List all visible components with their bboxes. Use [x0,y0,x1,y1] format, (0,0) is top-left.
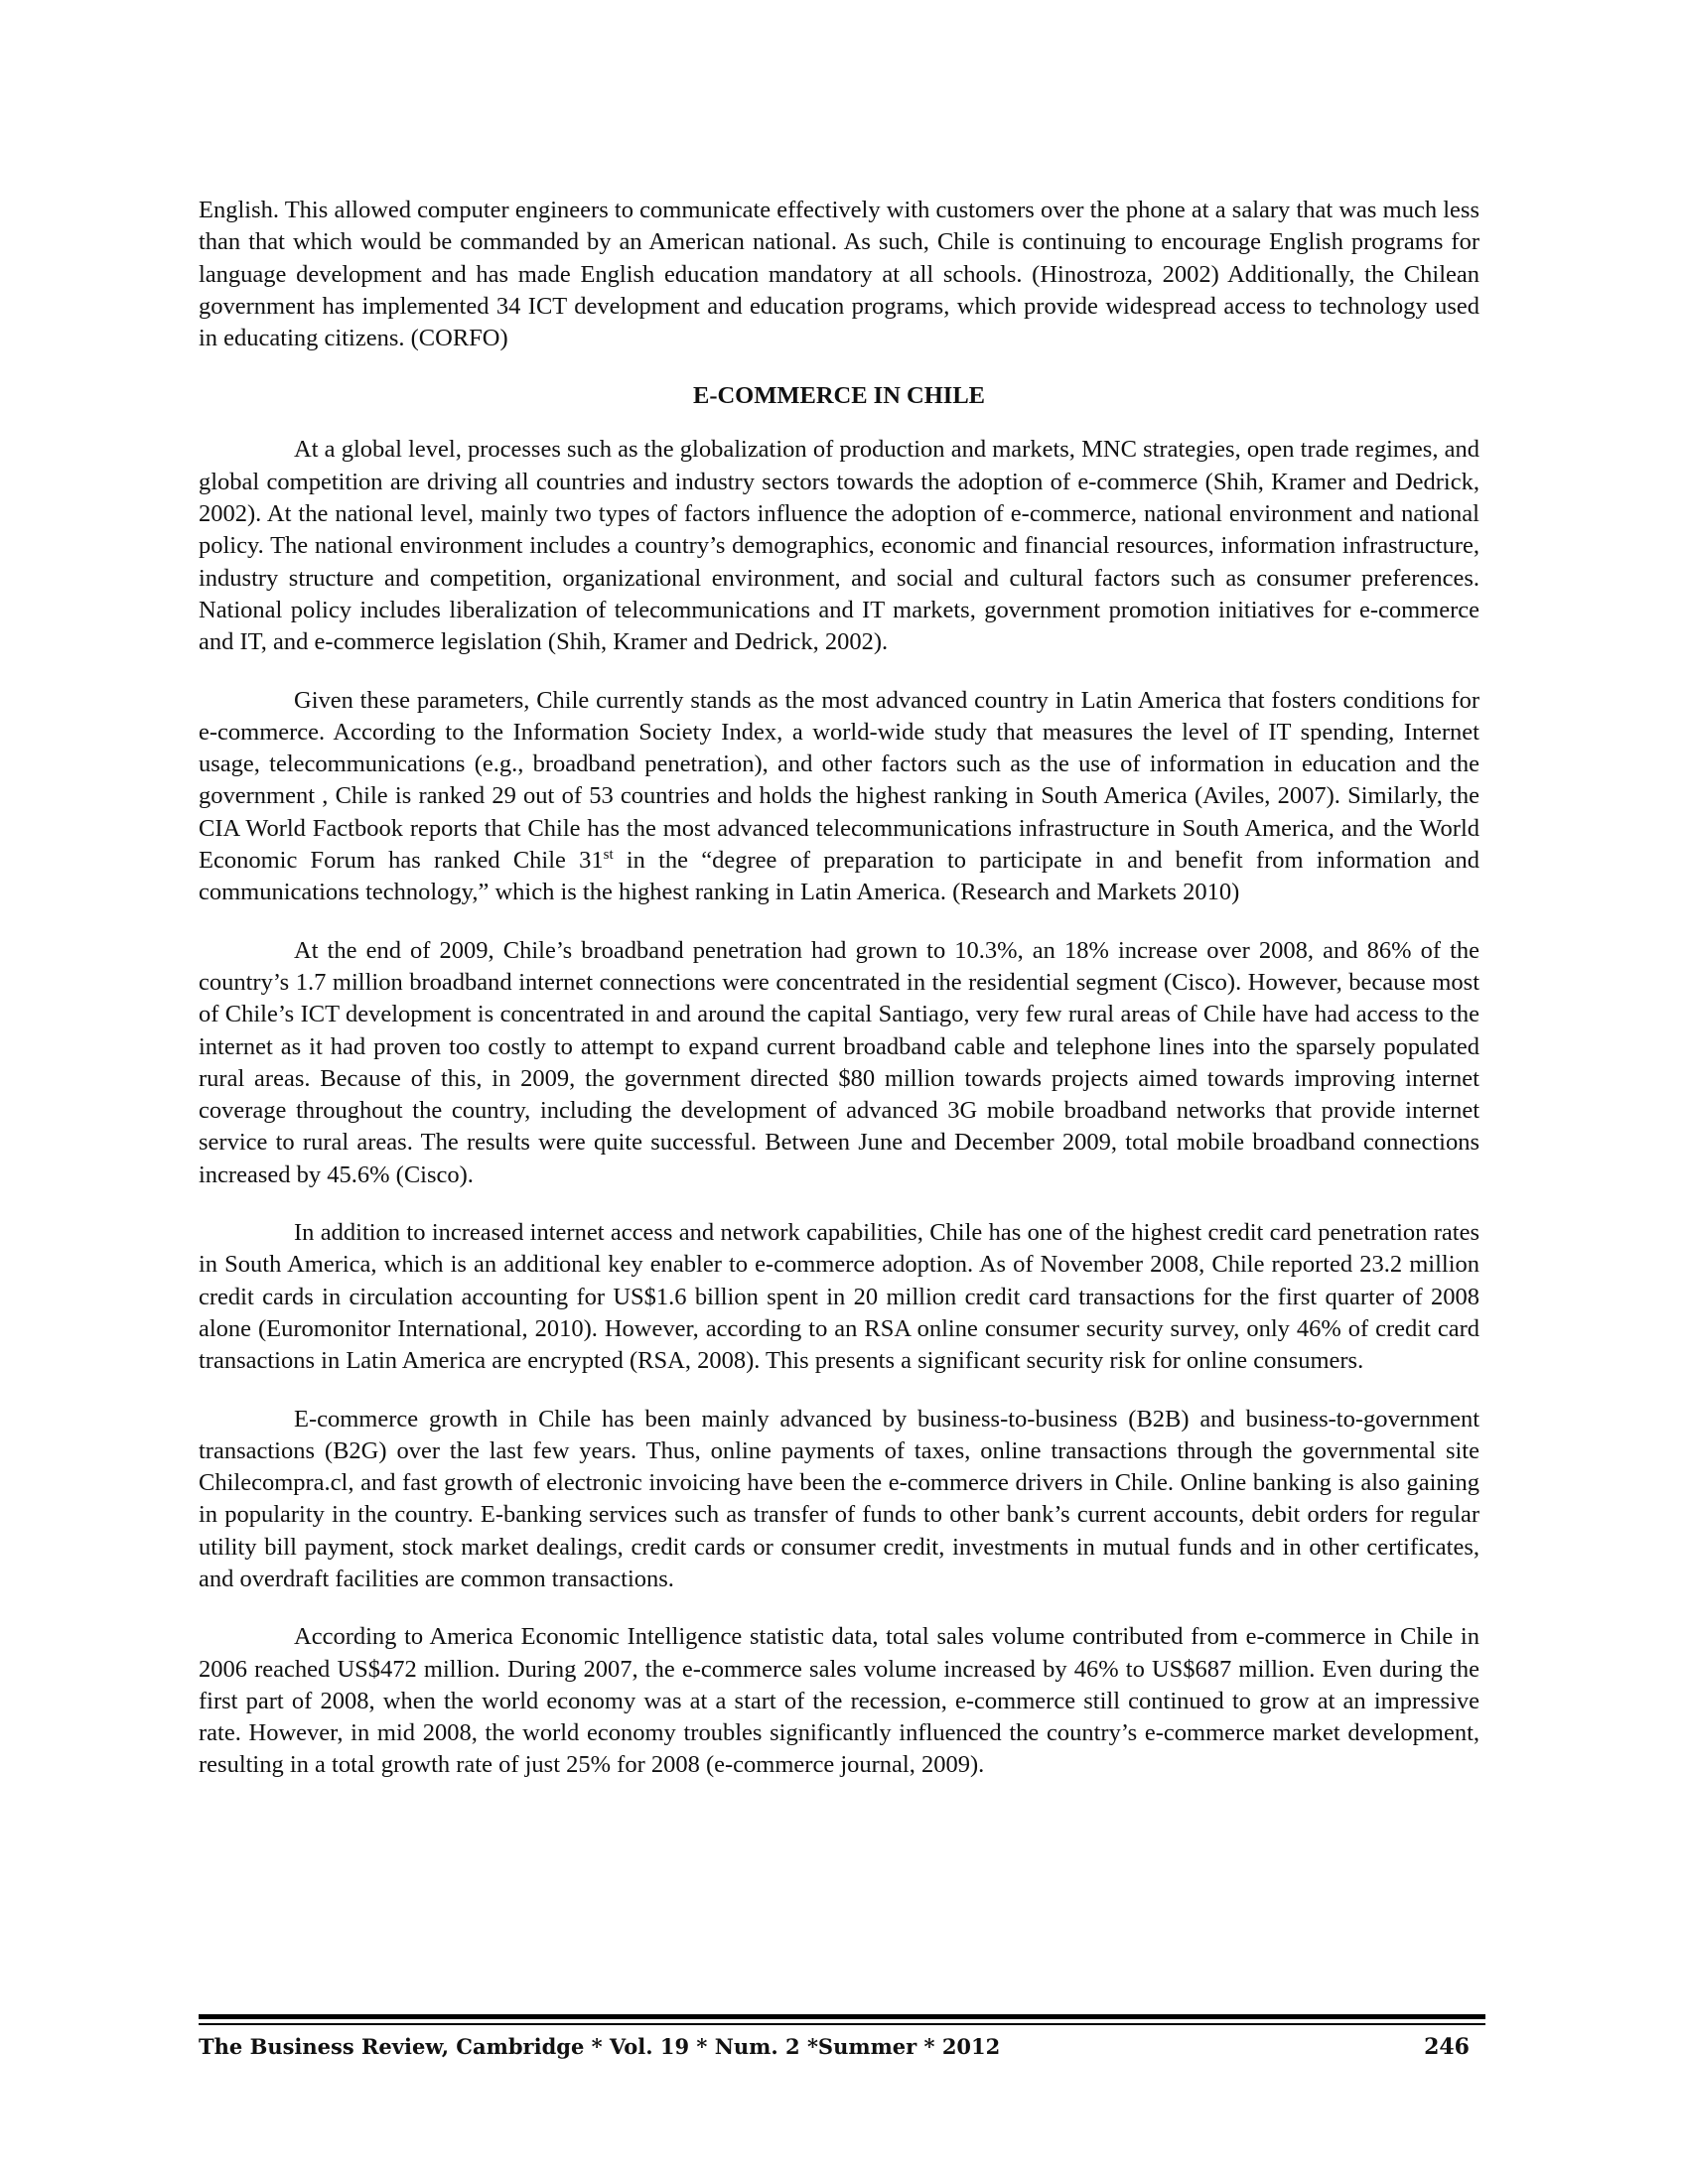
article-body [199,195,1479,1808]
paragraph-credit-cards: In addition to increased internet access and network capabilities, Chile has one of the highest credit card penetration rates in South America, which is an additional key enabler to e-commerce adoption. As of November 2008, Chile reported 23.2 million credit cards in circulation accounting for US$1.6 billion spent in 20 million credit card transactions for the first quarter of 2008 alone (Euromonitor International, 2010). However, according to an RSA online consumer security survey, only 46% of credit card transactions in Latin America are encrypted (RSA, 2008). This presents a significant security risk for online consumers. [199,1219,1479,1375]
footer-rule-thin [199,2023,1485,2025]
paragraph-parameters [199,685,1479,909]
ordinal-suffix: st [603,846,614,863]
paragraph-intro: English. This allowed computer engineers to communicate effectively with customers over the phone at a salary that was much less than that which would be commanded by an American national. As such, Chile is continuing to encourage English programs for language development and has made English education mandatory at all schools. (Hinostroza, 2002) Additionally, the Chilean government has implemented 34 ICT development and education programs, which provide widespread access to technology used in educating citizens. (CORFO) [199,197,1479,352]
page-footer [199,2034,1485,2068]
page-number: 246 [1424,2034,1470,2060]
paragraph-global-level: At a global level, processes such as the globalization of production and markets, MNC strategies, open trade regimes, and global competition are driving all countries and industry sectors towards the adoption of e-commerce (Shih, Kramer and Dedrick, 2002). At the national level, mainly two types of factors influence the adoption of e-commerce, national environment and national policy. The national environment includes a country’s demographics, economic and financial resources, information infrastructure, industry structure and competition, organizational environment, and social and cultural factors such as consumer preferences. National policy includes liberalization of telecommunications and IT markets, government promotion initiatives for e-commerce and IT, and e-commerce legislation (Shih, Kramer and Dedrick, 2002). [199,436,1479,656]
paragraph-parameters-text: Given these parameters, Chile currently stands as the most advanced country in Latin America that fosters conditions for e-commerce. According to the Information Society Index, a world-wide study that measures the level of IT spending, Internet usage, telecommunications (e.g., broadband penetration), and other factors such as the use of information in education and the government , Chile is ranked 29 out of 53 countries and holds the highest ranking in South America (Aviles, 2007). Similarly, the CIA World Factbook reports that Chile has the most advanced telecommunications infrastructure in South America, and the World Economic Forum has ranked Chile 31 [199,686,1479,875]
section-title: E-COMMERCE IN CHILE [692,382,985,410]
paragraph-b2b-growth: E-commerce growth in Chile has been mainly advanced by business-to-business (B2B) and business-to-government transactions (B2G) over the last few years. Thus, online payments of taxes, online transactions through the governmental site Chilecompra.cl, and fast growth of electronic invoicing have been the e-commerce drivers in Chile. Online banking is also gaining in popularity in the country. E-banking services such as transfer of funds to other bank’s current accounts, debit orders for regular utility bill payment, stock market dealings, credit cards or consumer credit, investments in mutual funds and in other certificates, and overdraft facilities are common transactions. [199,1405,1479,1592]
footer-rule-thick [199,2014,1485,2019]
paragraph-broadband: At the end of 2009, Chile’s broadband penetration had grown to 10.3%, an 18% increase over 2008, and 86% of the country’s 1.7 million broadband internet connections were concentrated in the residential segment (Cisco). However, because most of Chile’s ICT development is concentrated in and around the capital Santiago, very few rural areas of Chile have had access to the internet as it had proven too costly to attempt to expand current broadband cable and telephone lines into the sparsely populated rural areas. Because of this, in 2009, the government directed $80 million towards projects aimed towards improving internet coverage throughout the country, including the development of advanced 3G mobile broadband networks that provide internet service to rural areas. The results were quite successful. Between June and December 2009, total mobile broadband connections increased by 45.6% (Cisco). [199,936,1479,1188]
journal-citation: The Business Review, Cambridge * Vol. 19 * Num. 2 *Summer * 2012 [199,2034,1001,2059]
paragraph-parameters-text-end: in the “degree of preparation to participate in and benefit from information and communications technology,” which is the highest ranking in Latin America. (Research and Markets 2010) [199,847,1479,906]
paragraph-sales-volume: According to America Economic Intelligence statistic data, total sales volume contributed from e-commerce in Chile in 2006 reached US$472 million. During 2007, the e-commerce sales volume increased by 46% to US$687 million. Even during the first part of 2008, when the world economy was at a start of the recession, e-commerce still continued to grow at an impressive rate. However, in mid 2008, the world economy troubles significantly influenced the country’s e-commerce market development, resulting in a total growth rate of just 25% for 2008 (e-commerce journal, 2009). [199,1623,1479,1779]
